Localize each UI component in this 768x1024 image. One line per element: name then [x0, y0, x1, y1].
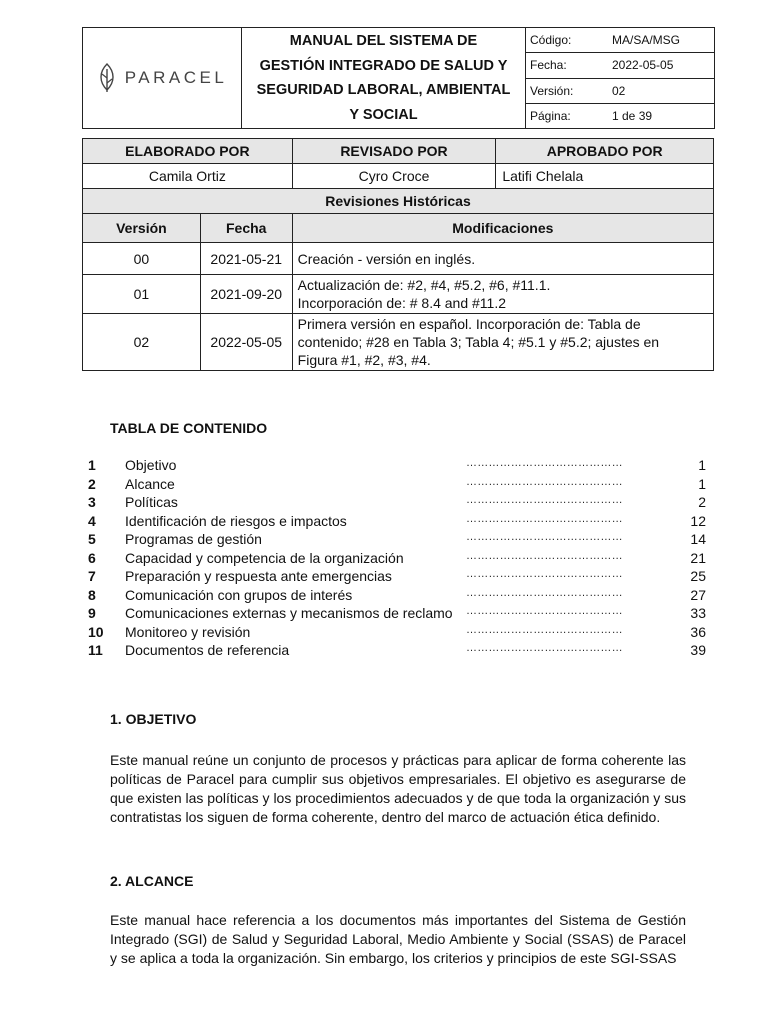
toc-number: 9	[88, 605, 96, 621]
table-row	[83, 275, 714, 314]
toc-page: 1	[698, 457, 706, 473]
toc-number: 2	[88, 475, 96, 492]
toc-number: 6	[88, 549, 96, 566]
toc-title-text: Capacidad y competencia de la organización	[125, 549, 404, 566]
table-of-contents	[88, 457, 708, 661]
meta-fecha	[526, 53, 715, 78]
toc-dots: ……………………………………	[466, 549, 623, 562]
toc-page: 25	[690, 568, 706, 584]
meta-value: 2022-05-05	[612, 58, 674, 73]
name-elaborado: Camila Ortiz	[83, 164, 293, 189]
row-mod	[292, 275, 713, 314]
logo-cell	[83, 28, 242, 129]
row-version: 01	[83, 275, 201, 314]
toc-number: 8	[88, 586, 96, 603]
section-heading-objetivo: 1. OBJETIVO	[110, 711, 197, 727]
toc-dots: ……………………………………	[466, 586, 623, 599]
toc-page: 21	[690, 549, 706, 566]
toc-item[interactable]	[88, 624, 708, 643]
mod-line: contenido; #28 en Tabla 3; Tabla 4; #5.1 y #5.2; ajustes en	[297, 334, 660, 350]
leaf-icon	[97, 63, 117, 93]
mod-line: Primera versión en español. Incorporación de: Tabla de	[297, 316, 641, 332]
toc-title-text: Monitoreo y revisión	[125, 623, 251, 640]
toc-item[interactable]	[88, 513, 708, 532]
paracel-logo	[83, 63, 241, 93]
name-revisado: Cyro Croce	[292, 164, 496, 189]
meta-label: Código:	[530, 33, 572, 48]
header-revisado: REVISADO POR	[292, 139, 496, 164]
toc-number: 11	[88, 642, 103, 658]
row-date: 2021-05-21	[200, 243, 292, 275]
toc-dots: ……………………………………	[466, 494, 623, 506]
row-version: 00	[83, 243, 201, 275]
toc-item[interactable]	[88, 531, 708, 550]
toc-page: 12	[690, 512, 706, 529]
toc-title-text: Políticas	[125, 494, 178, 510]
mod-line: Creación - versión en inglés.	[297, 250, 476, 267]
toc-page: 33	[690, 605, 706, 621]
toc-item[interactable]	[88, 550, 708, 569]
toc-number: 3	[88, 494, 96, 510]
approval-table	[82, 138, 714, 371]
toc-number: 4	[88, 512, 96, 529]
toc-number: 10	[88, 623, 104, 640]
table-row	[83, 314, 714, 371]
toc-item[interactable]	[88, 494, 708, 513]
col-version: Versión	[83, 214, 201, 243]
header-elaborado: ELABORADO POR	[83, 139, 293, 164]
meta-codigo	[526, 28, 715, 53]
section-heading-alcance: 2. ALCANCE	[110, 873, 194, 889]
meta-label: Página:	[530, 108, 571, 123]
meta-label: Versión:	[530, 83, 574, 98]
title-line: GESTIÓN INTEGRADO DE SALUD Y	[259, 57, 508, 74]
meta-value: 02	[612, 83, 626, 98]
meta-pagina	[526, 103, 715, 128]
toc-item[interactable]	[88, 568, 708, 587]
toc-dots: ……………………………………	[466, 475, 623, 488]
toc-page: 39	[690, 642, 706, 658]
toc-item[interactable]	[88, 642, 708, 661]
row-mod	[292, 243, 713, 275]
meta-value: MA/SA/MSG	[612, 33, 681, 48]
header-aprobado: APROBADO POR	[496, 139, 714, 164]
title-line: SEGURIDAD LABORAL, AMBIENTAL	[256, 82, 511, 98]
row-version: 02	[83, 314, 201, 371]
row-mod	[292, 314, 713, 371]
toc-dots: ……………………………………	[466, 642, 623, 654]
toc-dots: ……………………………………	[466, 457, 623, 469]
toc-title-text: Documentos de referencia	[125, 642, 290, 658]
toc-dots: ……………………………………	[466, 568, 623, 580]
col-modificaciones: Modificaciones	[292, 214, 713, 243]
toc-item[interactable]	[88, 605, 708, 624]
toc-number: 7	[88, 568, 96, 584]
toc-number: 1	[88, 457, 96, 473]
meta-label: Fecha:	[530, 58, 567, 73]
toc-title-text: Programas de gestión	[125, 531, 262, 547]
toc-title-text: Preparación y respuesta ante emergencias	[125, 568, 392, 584]
section-text-alcance: Este manual hace referencia a los documentos más importantes del Sistema de Gestión Integrado (SGI) de Salud y Seguridad Laboral, Medio Ambiente y Social (SSAS) de Paracel y se aplica a toda la organización. Sin embargo, los criterios y principios de este SGI-SSAS	[110, 912, 686, 966]
toc-item[interactable]	[88, 587, 708, 606]
toc-page: 27	[690, 586, 706, 603]
row-date: 2021-09-20	[200, 275, 292, 314]
toc-page: 36	[690, 623, 706, 640]
toc-dots: ……………………………………	[466, 605, 623, 617]
toc-page: 1	[698, 475, 706, 492]
toc-page: 14	[690, 531, 706, 547]
row-date: 2022-05-05	[200, 314, 292, 371]
title-line: Y SOCIAL	[349, 106, 418, 123]
name-aprobado: Latifi Chelala	[496, 164, 714, 189]
toc-dots: ……………………………………	[466, 623, 623, 636]
logo-text: PARACEL	[124, 68, 228, 87]
toc-title-text: Objetivo	[125, 457, 177, 473]
col-fecha: Fecha	[200, 214, 292, 243]
toc-number: 5	[88, 531, 96, 547]
toc-title-text: Alcance	[125, 475, 175, 492]
toc-title-text: Comunicación con grupos de interés	[125, 586, 353, 603]
mod-line: Actualización de: #2, #4, #5.2, #6, #11.1.	[297, 277, 551, 293]
toc-title: TABLA DE CONTENIDO	[110, 420, 268, 436]
title-line: MANUAL DEL SISTEMA DE	[289, 33, 478, 49]
table-row	[83, 243, 714, 275]
meta-value: 1 de 39	[612, 108, 653, 123]
document-title	[242, 28, 526, 129]
toc-item[interactable]	[88, 476, 708, 495]
mod-line: Figura #1, #2, #3, #4.	[297, 352, 431, 368]
section-text-objetivo: Este manual reúne un conjunto de procesos y prácticas para aplicar de forma coherente las políticas de Paracel para cumplir sus objetivos empresariales. El objetivo es asegurarse de que existen las políticas y los procedimientos adecuados y de que toda la organización y sus contratistas los siguen de forma coherente, dentro del marco de actuación ética definido.	[110, 752, 686, 825]
toc-title-text: Identificación de riesgos e impactos	[125, 512, 347, 529]
toc-dots: ……………………………………	[466, 512, 623, 525]
toc-dots: ……………………………………	[466, 531, 623, 543]
document-header	[82, 27, 715, 129]
meta-version	[526, 78, 715, 103]
toc-page: 2	[698, 494, 706, 510]
history-title: Revisiones Históricas	[83, 189, 714, 214]
mod-line: Incorporación de: # 8.4 and #11.2	[297, 295, 507, 311]
toc-title-text: Comunicaciones externas y mecanismos de reclamo	[125, 605, 453, 621]
toc-item[interactable]	[88, 457, 708, 476]
